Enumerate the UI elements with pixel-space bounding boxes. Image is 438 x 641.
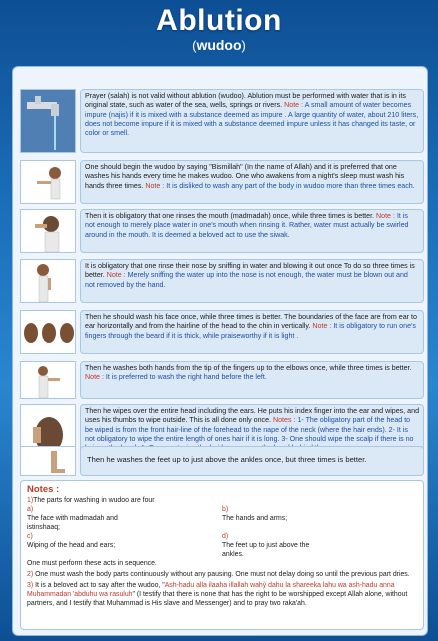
- page-title: Ablution: [156, 4, 282, 37]
- step-text-box: Then it is obligatory that one rinses the mouth (madmadah) once, while three times is better. Note : It is not enough to merely place water in one's mouth when rinsing it. Rather, water must actually be swirled around in the mouth. It is deemed a beloved act to use the siwak.: [80, 209, 424, 253]
- step-text-box: Prayer (salah) is not valid without ablution (wudoo). Ablution must be performed with water that is in its original state, such as water of the sea, wells, springs or rivers. Note : A small amount of water becomes impure (najis) if it is mixed with a substance deemed as impure . A large quantity of water, about 210 liters, does not become impure if it is mixed with a substance deemed impure unless it has changed its taste, or color or smell.: [80, 89, 424, 153]
- notes-box: [20, 480, 424, 630]
- part-a: a) The face with madmadah and istinshaaq;: [27, 506, 118, 531]
- step-row: [20, 446, 424, 476]
- step-text-box: Then he washes the feet up to just above the ankles once, but three times is better.: [80, 446, 424, 476]
- water-tap-icon: [20, 89, 76, 153]
- washing-arms-icon: [20, 361, 76, 399]
- notes-item-1-tail: One must perform these acts in sequence.: [27, 560, 157, 567]
- notes-item-2: 2) One must wash the body parts continuously without any pausing. One must not delay doing so until the previous part dries.: [27, 571, 410, 578]
- step-text-box: One should begin the wudoo by saying "Bismillah" (In the name of Allah) and it is preferred that one washes his hands every time he makes wudoo. One who awakens from a night's sleep must wash his hands three times. Note : It is disliked to wash any part of the body in wudoo more than three times each.: [80, 160, 424, 204]
- step-text-box: It is obligatory that one rinse their nose by sniffing in water and blowing it out once To do so three times is better. Note : Merely sniffing the water up into the nose is not enough, the water must be blown out and not removed by the hand.: [80, 259, 424, 303]
- washing-face-icon: [20, 310, 76, 354]
- rinsing-nose-icon: [20, 259, 76, 303]
- step-text-box: Then he should wash his face once, while three times is better. The boundaries of the face are from ear to ear horizontally and from the hairline of the head to the chin in vertically. Note : It is obligatory to run one's fingers through the beard if it is thick, while praiseworthy if it is light .: [80, 310, 424, 354]
- notes-title: Notes :: [27, 484, 60, 495]
- step-row: [20, 259, 424, 303]
- step-row: [20, 89, 424, 153]
- part-b: b) The hands and arms;: [222, 506, 288, 522]
- washing-hands-icon: [20, 160, 76, 204]
- notes-item-3: 3) It is a beloved act to say after the wudoo, "Ash-hadu alla ilaaha illallah wahỳ dahu la shareeka lahu wa ash-hadu anna Muhammadan 'abduhu wa rasuluh" (I testify that there is none that has the right to be worshipped except Allah alone, without partners, and I testify that Muhammad is His slave and Messenger) and to pray two raka'ah.: [27, 582, 408, 607]
- step-row: [20, 310, 424, 354]
- page-header: [0, 0, 438, 62]
- part-d: d) The feet up to just above the ankles.: [222, 533, 310, 558]
- step-row: [20, 209, 424, 253]
- step-text-box: Then he wipes over the entire head including the ears. He puts his index finger into the ear and wipes, and uses his thumbs to wipe outside. This is all done only once. Notes : 1- The obligatory part of the head to be wiped is from the front hair-line of the forehead to the nape of the neck (where the hair ends). 2- It is not obligatory to wipe the entire length of ones hair if it is long. 3- One should wipe the scalp if there is no: [80, 404, 424, 468]
- notes-item-1: 1)The parts for washing in wudoo are four: [27, 497, 155, 504]
- step-row: [20, 361, 424, 399]
- rinsing-mouth-icon: [20, 209, 76, 253]
- step-text-box: Then he washes both hands from the tip of the fingers up to the elbows once, while three times is better. Note : It is preferred to wash the right hand before the left.: [80, 361, 424, 399]
- page-subtitle: (wudoo): [192, 37, 246, 53]
- part-c: c) Wiping of the head and ears;: [27, 533, 116, 549]
- step-row: [20, 160, 424, 204]
- subtitle-word: wudoo: [196, 37, 242, 53]
- washing-feet-icon: [20, 446, 76, 476]
